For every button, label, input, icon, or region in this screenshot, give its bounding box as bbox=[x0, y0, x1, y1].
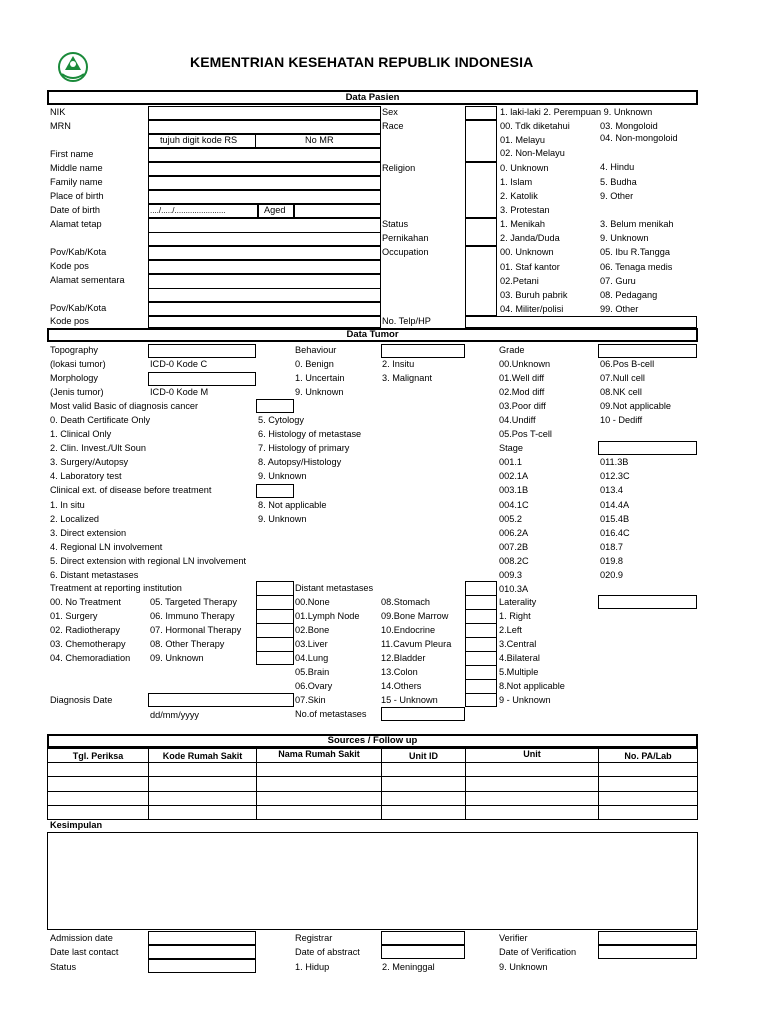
occupation-option: 04. Militer/polisi bbox=[500, 304, 564, 314]
grade-option: 07.Null cell bbox=[600, 373, 645, 383]
stage-option: 011.3B bbox=[600, 457, 629, 467]
distant-option: 01.Lymph Node bbox=[295, 611, 360, 621]
treatment-option: 01. Surgery bbox=[50, 611, 98, 621]
basis-option: 4. Laboratory test bbox=[50, 471, 122, 481]
stage-option: 015.4B bbox=[600, 514, 630, 524]
religion-option: 4. Hindu bbox=[600, 162, 635, 172]
sex-options: 1. laki-laki 2. Perempuan 9. Unknown bbox=[500, 107, 653, 117]
race-option: 01. Melayu bbox=[500, 135, 545, 145]
stage-option: 016.4C bbox=[600, 528, 630, 538]
stage-option: 012.3C bbox=[600, 471, 630, 481]
grade-option: 02.Mod diff bbox=[499, 387, 545, 397]
laterality-option: 9 - Unknown bbox=[499, 695, 551, 705]
religion-option: 2. Katolik bbox=[500, 191, 538, 201]
race-option: 02. Non-Melayu bbox=[500, 148, 565, 158]
laterality-option: 8.Not applicable bbox=[499, 681, 565, 691]
treatment-option: 03. Chemotherapy bbox=[50, 639, 126, 649]
grade-option: 04.Undiff bbox=[499, 415, 536, 425]
stage-option: 010.3A bbox=[499, 584, 529, 594]
occupation-option: 05. Ibu R.Tangga bbox=[600, 247, 670, 257]
stage-option: 018.7 bbox=[600, 542, 623, 552]
behaviour-option: 0. Benign bbox=[295, 359, 334, 369]
kode-pos-field-2[interactable] bbox=[148, 316, 381, 328]
pov-kab-kota-field[interactable] bbox=[148, 246, 381, 260]
ext-option: 6. Distant metastases bbox=[50, 570, 139, 580]
religion-code-box[interactable] bbox=[465, 162, 497, 218]
label-diagnosis-date: Diagnosis Date bbox=[50, 695, 113, 705]
grade-option: 08.NK cell bbox=[600, 387, 642, 397]
kesimpulan-textarea[interactable] bbox=[47, 832, 698, 930]
distant-option: 14.Others bbox=[381, 681, 422, 691]
stage-option: 020.9 bbox=[600, 570, 623, 580]
grade-option: 03.Poor diff bbox=[499, 401, 546, 411]
behaviour-option: 2. Insitu bbox=[382, 359, 415, 369]
label-no-of-metastases: No.of metastases bbox=[295, 709, 367, 719]
label-nik: NIK bbox=[50, 107, 66, 117]
label-family-name: Family name bbox=[50, 177, 103, 187]
stage-option: 014.4A bbox=[600, 500, 630, 510]
occupation-option: 03. Buruh pabrik bbox=[500, 290, 568, 300]
basis-option: 6. Histology of metastase bbox=[258, 429, 362, 439]
grade-option: 05.Pos T-cell bbox=[499, 429, 552, 439]
label-verifier: Verifier bbox=[499, 933, 528, 943]
date-format-hint: dd/mm/yyyy bbox=[150, 710, 200, 720]
label-date-of-abstract: Date of abstract bbox=[295, 947, 360, 957]
occupation-option: 02.Petani bbox=[500, 276, 539, 286]
status-option: 9. Unknown bbox=[600, 233, 649, 243]
stage-option: 007.2B bbox=[499, 542, 529, 552]
occupation-option: 99. Other bbox=[600, 304, 639, 314]
label-date-of-verification: Date of Verification bbox=[499, 947, 577, 957]
occupation-option: 08. Pedagang bbox=[600, 290, 658, 300]
behaviour-option: 1. Uncertain bbox=[295, 373, 345, 383]
column-header: Kode Rumah Sakit bbox=[162, 751, 243, 761]
label-stage: Stage bbox=[499, 443, 524, 453]
label-place-of-birth: Place of birth bbox=[50, 191, 104, 201]
ext-option: 8. Not applicable bbox=[258, 500, 327, 510]
middle-name-field[interactable] bbox=[148, 162, 381, 176]
date-of-abstract-field[interactable] bbox=[381, 945, 465, 959]
treatment-option: 07. Hormonal Therapy bbox=[150, 625, 242, 635]
grade-option: 06.Pos B-cell bbox=[600, 359, 655, 369]
label-behaviour: Behaviour bbox=[295, 345, 337, 355]
icd-c-label: ICD-0 Kode C bbox=[150, 359, 208, 369]
sex-code-box[interactable] bbox=[465, 106, 497, 120]
kode-rs-caption: tujuh digit kode RS bbox=[160, 135, 238, 145]
label-admission-date: Admission date bbox=[50, 933, 113, 943]
distant-option: 00.None bbox=[295, 597, 330, 607]
stage-option: 009.3 bbox=[499, 570, 522, 580]
registrar-field[interactable] bbox=[381, 931, 465, 945]
religion-option: 0. Unknown bbox=[500, 163, 549, 173]
status-option: 1. Menikah bbox=[500, 219, 545, 229]
race-option: 03. Mongoloid bbox=[600, 121, 658, 131]
stage-field[interactable] bbox=[598, 441, 697, 455]
first-name-field[interactable] bbox=[148, 148, 381, 162]
treatment-option: 00. No Treatment bbox=[50, 597, 121, 607]
laterality-option: 1. Right bbox=[499, 611, 531, 621]
occupation-code-box[interactable] bbox=[465, 246, 497, 316]
religion-option: 5. Budha bbox=[600, 177, 637, 187]
column-header: Nama Rumah Sakit bbox=[278, 749, 360, 759]
race-code-box[interactable] bbox=[465, 120, 497, 162]
status-option: 2. Janda/Duda bbox=[500, 233, 560, 243]
laterality-option: 5.Multiple bbox=[499, 667, 539, 677]
distant-option: 12.Bladder bbox=[381, 653, 426, 663]
grade-option: 10 - Dediff bbox=[600, 415, 643, 425]
race-option: 04. Non-mongoloid bbox=[600, 133, 678, 143]
treatment-option: 06. Immuno Therapy bbox=[150, 611, 235, 621]
kode-pos-field[interactable] bbox=[148, 260, 381, 274]
mrn-field[interactable] bbox=[148, 120, 381, 134]
basis-option: 1. Clinical Only bbox=[50, 429, 112, 439]
religion-option: 9. Other bbox=[600, 191, 634, 201]
column-header: No. PA/Lab bbox=[624, 751, 672, 761]
race-option: 00. Tdk diketahui bbox=[500, 121, 570, 131]
basis-option: 9. Unknown bbox=[258, 471, 307, 481]
label-jenis-tumor: (Jenis tumor) bbox=[50, 387, 104, 397]
label-grade: Grade bbox=[499, 345, 525, 355]
label-mrn: MRN bbox=[50, 121, 71, 131]
basis-option: 5. Cytology bbox=[258, 415, 304, 425]
label-treatment: Treatment at reporting institution bbox=[50, 583, 182, 593]
label-alamat-sementara: Alamat sementara bbox=[50, 275, 125, 285]
label-middle-name: Middle name bbox=[50, 163, 103, 173]
section-header-sources: Sources / Follow up bbox=[47, 734, 698, 748]
behaviour-option: 3. Malignant bbox=[382, 373, 433, 383]
status-code-box[interactable] bbox=[465, 218, 497, 246]
label-kode-pos-2: Kode pos bbox=[50, 316, 89, 326]
label-kode-pos: Kode pos bbox=[50, 261, 89, 271]
stage-option: 006.2A bbox=[499, 528, 529, 538]
religion-option: 1. Islam bbox=[500, 177, 533, 187]
morphology-field[interactable] bbox=[148, 372, 256, 386]
label-status: Status bbox=[50, 962, 77, 972]
date-of-verification-field[interactable] bbox=[598, 945, 697, 959]
aged-label: Aged bbox=[264, 205, 286, 215]
label-date-last-contact: Date last contact bbox=[50, 947, 119, 957]
column-header: Unit bbox=[523, 749, 541, 759]
no-of-metastases-field[interactable] bbox=[381, 707, 465, 721]
basis-option: 7. Histology of primary bbox=[258, 443, 350, 453]
section-header-data-tumor: Data Tumor bbox=[47, 328, 698, 342]
verifier-field[interactable] bbox=[598, 931, 697, 945]
family-name-field[interactable] bbox=[148, 176, 381, 190]
label-kesimpulan: Kesimpulan bbox=[50, 820, 103, 830]
grade-option: 09.Not applicable bbox=[600, 401, 671, 411]
stage-option: 002.1A bbox=[499, 471, 529, 481]
nik-field[interactable] bbox=[148, 106, 381, 120]
ext-option: 4. Regional LN involvement bbox=[50, 542, 163, 552]
stage-option: 003.1B bbox=[499, 485, 529, 495]
label-status: Status bbox=[382, 219, 409, 229]
status-option: 1. Hidup bbox=[295, 962, 330, 972]
stage-option: 019.8 bbox=[600, 556, 623, 566]
distant-option: 07.Skin bbox=[295, 695, 326, 705]
treatment-option: 05. Targeted Therapy bbox=[150, 597, 238, 607]
distant-option: 04.Lung bbox=[295, 653, 329, 663]
laterality-option: 2.Left bbox=[499, 625, 522, 635]
label-registrar: Registrar bbox=[295, 933, 333, 943]
basis-code-box[interactable] bbox=[256, 399, 294, 413]
basis-option: 3. Surgery/Autopsy bbox=[50, 457, 129, 467]
behaviour-field[interactable] bbox=[381, 344, 465, 358]
basis-option: 8. Autopsy/Histology bbox=[258, 457, 342, 467]
label-alamat-tetap: Alamat tetap bbox=[50, 219, 102, 229]
ext-option: 3. Direct extension bbox=[50, 528, 127, 538]
grade-field[interactable] bbox=[598, 344, 697, 358]
place-of-birth-field[interactable] bbox=[148, 190, 381, 204]
clinical-ext-code-box[interactable] bbox=[256, 484, 294, 498]
pov-kab-kota-field-2[interactable] bbox=[148, 302, 381, 316]
label-most-valid-basis: Most valid Basic of diagnosis cancer bbox=[50, 401, 199, 411]
treatment-option: 08. Other Therapy bbox=[150, 639, 225, 649]
stage-option: 004.1C bbox=[499, 500, 529, 510]
label-religion: Religion bbox=[382, 163, 416, 173]
label-laterality: Laterality bbox=[499, 597, 537, 607]
label-morphology: Morphology bbox=[50, 373, 99, 383]
occupation-option: 00. Unknown bbox=[500, 247, 554, 257]
laterality-option: 4.Bilateral bbox=[499, 653, 540, 663]
grade-option: 00.Unknown bbox=[499, 359, 551, 369]
ext-option: 1. In situ bbox=[50, 500, 85, 510]
occupation-option: 07. Guru bbox=[600, 276, 636, 286]
treatment-option: 04. Chemoradiation bbox=[50, 653, 131, 663]
label-no-telp: No. Telp/HP bbox=[382, 316, 431, 326]
occupation-option: 01. Staf kantor bbox=[500, 262, 560, 272]
occupation-option: 06. Tenaga medis bbox=[600, 262, 673, 272]
no-telp-field[interactable] bbox=[465, 316, 697, 328]
distant-option: 08.Stomach bbox=[381, 597, 431, 607]
kemenkes-logo bbox=[52, 52, 94, 84]
distant-option: 06.Ovary bbox=[295, 681, 333, 691]
laterality-option: 3.Central bbox=[499, 639, 537, 649]
basis-option: 0. Death Certificate Only bbox=[50, 415, 151, 425]
label-clinical-ext: Clinical ext. of disease before treatment bbox=[50, 485, 212, 495]
diagnosis-date-field[interactable] bbox=[148, 693, 294, 707]
ext-option: 9. Unknown bbox=[258, 514, 307, 524]
topography-field[interactable] bbox=[148, 344, 256, 358]
laterality-field[interactable] bbox=[598, 595, 697, 609]
distant-option: 09.Bone Marrow bbox=[381, 611, 449, 621]
date-last-contact-field[interactable] bbox=[148, 945, 256, 959]
label-pov-kab-kota: Pov/Kab/Kota bbox=[50, 247, 107, 257]
stage-option: 013.4 bbox=[600, 485, 623, 495]
distant-option: 05.Brain bbox=[295, 667, 330, 677]
admission-date-field[interactable] bbox=[148, 931, 256, 945]
stage-option: 008.2C bbox=[499, 556, 529, 566]
label-first-name: First name bbox=[50, 149, 94, 159]
stage-option: 001.1 bbox=[499, 457, 522, 467]
grade-option: 01.Well diff bbox=[499, 373, 545, 383]
basis-option: 2. Clin. Invest./Ult Soun bbox=[50, 443, 147, 453]
distant-option: 13.Colon bbox=[381, 667, 418, 677]
ext-option: 2. Localized bbox=[50, 514, 100, 524]
stage-option: 005.2 bbox=[499, 514, 522, 524]
distant-option: 03.Liver bbox=[295, 639, 328, 649]
distant-option: 10.Endocrine bbox=[381, 625, 436, 635]
religion-option: 3. Protestan bbox=[500, 205, 550, 215]
label-date-of-birth: Date of birth bbox=[50, 205, 101, 215]
page-title: KEMENTRIAN KESEHATAN REPUBLIK INDONESIA bbox=[190, 54, 534, 70]
status-option: 2. Meninggal bbox=[382, 962, 435, 972]
label-lokasi-tumor: (lokasi tumor) bbox=[50, 359, 106, 369]
no-mr-caption: No MR bbox=[305, 135, 334, 145]
distant-code-boxes[interactable] bbox=[465, 581, 497, 707]
dob-format: ..../...../....................... bbox=[150, 206, 226, 215]
label-pov-kab-kota-2: Pov/Kab/Kota bbox=[50, 303, 107, 313]
label-distant-metastases: Distant metastases bbox=[295, 583, 374, 593]
label-topography: Topography bbox=[50, 345, 99, 355]
ext-option: 5. Direct extension with regional LN involvement bbox=[50, 556, 247, 566]
section-header-data-pasien: Data Pasien bbox=[47, 90, 698, 105]
treatment-option: 09. Unknown bbox=[150, 653, 204, 663]
status-option: 9. Unknown bbox=[499, 962, 548, 972]
label-pernikahan: Pernikahan bbox=[382, 233, 429, 243]
distant-option: 11.Cavum Pleura bbox=[381, 639, 452, 649]
status-option: 3. Belum menikah bbox=[600, 219, 674, 229]
distant-option: 15 - Unknown bbox=[381, 695, 438, 705]
status-field[interactable] bbox=[148, 959, 256, 973]
distant-option: 02.Bone bbox=[295, 625, 330, 635]
treatment-option: 02. Radiotherapy bbox=[50, 625, 120, 635]
label-race: Race bbox=[382, 121, 404, 131]
column-header: Unit ID bbox=[409, 751, 438, 761]
aged-field[interactable] bbox=[294, 204, 381, 218]
column-header: Tgl. Periksa bbox=[72, 751, 124, 761]
icd-m-label: ICD-0 Kode M bbox=[150, 387, 209, 397]
behaviour-option: 9. Unknown bbox=[295, 387, 344, 397]
label-sex: Sex bbox=[382, 107, 398, 117]
label-occupation: Occupation bbox=[382, 247, 429, 257]
